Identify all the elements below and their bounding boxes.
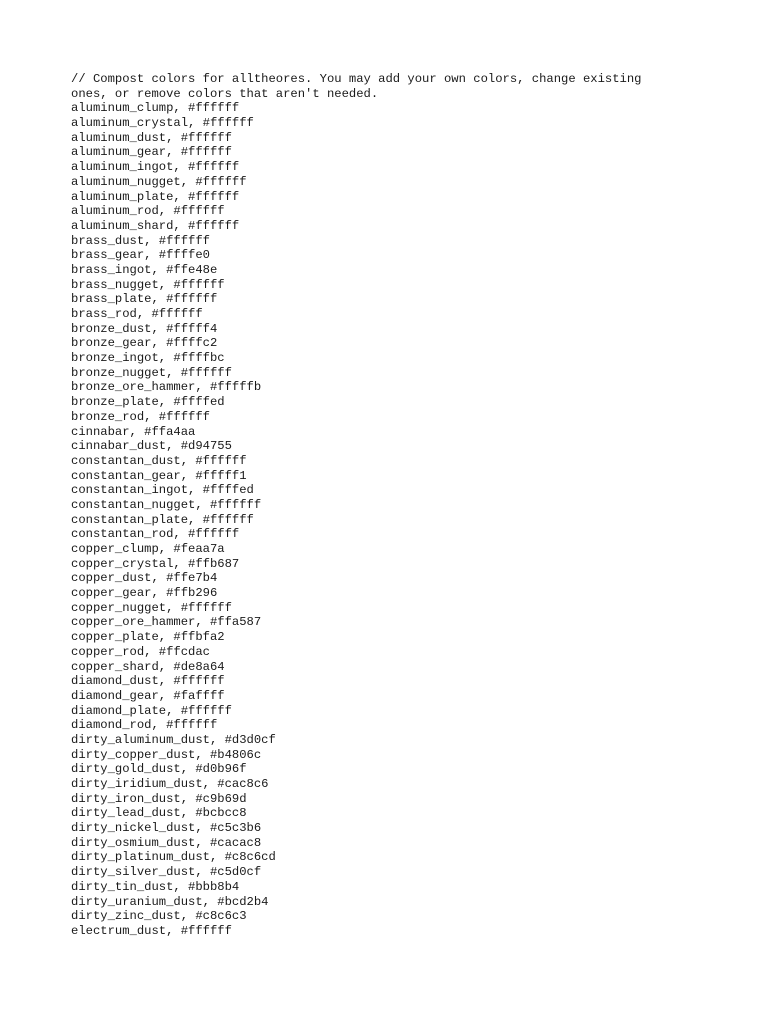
color-entry-line: electrum_dust, #ffffff <box>71 923 232 938</box>
color-entry-line: brass_rod, #ffffff <box>71 307 203 321</box>
color-entry-line: aluminum_rod, #ffffff <box>71 204 225 219</box>
color-entry-line: aluminum_clump, #ffffff <box>71 101 240 116</box>
color-entry-line: bronze_dust, #fffff4 <box>71 321 218 336</box>
color-entry-line: bronze_ingot, #ffffbc <box>71 351 225 366</box>
color-entry-line: copper_clump, #feaa7a <box>71 542 225 556</box>
color-entry-line: bronze_nugget, #ffffff <box>71 365 232 380</box>
comment-header <box>71 72 671 101</box>
color-entry-line: diamond_rod, #ffffff <box>71 718 218 733</box>
color-entry-line: copper_plate, #ffbfa2 <box>71 630 225 645</box>
color-entry-line: bronze_gear, #ffffc2 <box>71 336 218 351</box>
color-entry-line: constantan_dust, #ffffff <box>71 453 247 468</box>
color-entry-line: constantan_plate, #ffffff <box>71 512 254 527</box>
color-entry-line: copper_gear, #ffb296 <box>71 586 218 601</box>
color-entry-line: dirty_uranium_dust, #bcd2b4 <box>71 894 269 909</box>
color-entry-line: aluminum_gear, #ffffff <box>71 145 232 160</box>
color-entry-line: aluminum_ingot, #ffffff <box>71 160 240 175</box>
color-entry-line: dirty_gold_dust, #d0b96f <box>71 762 247 777</box>
color-entry-line: aluminum_crystal, #ffffff <box>71 116 254 131</box>
color-entry-line: dirty_copper_dust, #b4806c <box>71 747 262 762</box>
color-entry-line: brass_nugget, #ffffff <box>71 277 225 292</box>
color-entry-line: diamond_plate, #ffffff <box>71 703 232 718</box>
color-entry-line: dirty_platinum_dust, #c8c6cd <box>71 850 276 865</box>
color-entry-line: diamond_gear, #faffff <box>71 688 225 703</box>
color-entry-line: brass_dust, #ffffff <box>71 233 210 248</box>
color-entry-line: bronze_rod, #ffffff <box>71 409 210 424</box>
color-entry-line: copper_dust, #ffe7b4 <box>71 571 218 586</box>
color-entry-line: cinnabar_dust, #d94755 <box>71 439 232 454</box>
color-entry-line: dirty_tin_dust, #bbb8b4 <box>71 879 240 894</box>
color-entry-line: brass_plate, #ffffff <box>71 292 218 307</box>
color-entry-line: constantan_nugget, #ffffff <box>71 497 262 512</box>
color-entry-line: aluminum_shard, #ffffff <box>71 218 240 233</box>
color-entry-line: dirty_iron_dust, #c9b69d <box>71 791 247 806</box>
color-entry-line: aluminum_nugget, #ffffff <box>71 174 247 189</box>
color-entry-line: copper_crystal, #ffb687 <box>71 556 240 571</box>
color-entry-line: diamond_dust, #ffffff <box>71 674 225 689</box>
color-entry-line: copper_rod, #ffcdac <box>71 644 210 659</box>
color-entry-line: copper_nugget, #ffffff <box>71 600 232 615</box>
color-entry-line: constantan_rod, #ffffff <box>71 527 240 542</box>
color-entry-list <box>71 101 671 938</box>
comment-line: ones, or remove colors that aren't needed. <box>71 86 379 101</box>
color-entry-line: cinnabar, #ffa4aa <box>71 424 196 439</box>
color-entry-line: dirty_osmium_dust, #cacac8 <box>71 835 262 850</box>
color-entry-line: dirty_aluminum_dust, #d3d0cf <box>71 732 276 747</box>
color-entry-line: dirty_lead_dust, #bcbcc8 <box>71 806 247 821</box>
color-entry-line: dirty_iridium_dust, #cac8c6 <box>71 777 269 791</box>
comment-line: // Compost colors for alltheores. You may add your own colors, change existing <box>71 72 642 86</box>
color-entry-line: brass_gear, #ffffe0 <box>71 248 210 263</box>
color-entry-line: aluminum_plate, #ffffff <box>71 189 240 204</box>
color-entry-line: aluminum_dust, #ffffff <box>71 130 232 145</box>
color-entry-line: bronze_ore_hammer, #fffffb <box>71 380 262 395</box>
color-entry-line: brass_ingot, #ffe48e <box>71 262 218 277</box>
color-entry-line: dirty_silver_dust, #c5d0cf <box>71 865 262 880</box>
color-entry-line: dirty_nickel_dust, #c5c3b6 <box>71 821 262 836</box>
color-entry-line: copper_ore_hammer, #ffa587 <box>71 615 262 630</box>
color-entry-line: copper_shard, #de8a64 <box>71 659 225 674</box>
document-page <box>71 72 671 939</box>
color-entry-line: dirty_zinc_dust, #c8c6c3 <box>71 909 247 924</box>
color-entry-line: bronze_plate, #ffffed <box>71 395 225 410</box>
color-entry-line: constantan_ingot, #ffffed <box>71 483 254 498</box>
color-entry-line: constantan_gear, #fffff1 <box>71 468 247 483</box>
